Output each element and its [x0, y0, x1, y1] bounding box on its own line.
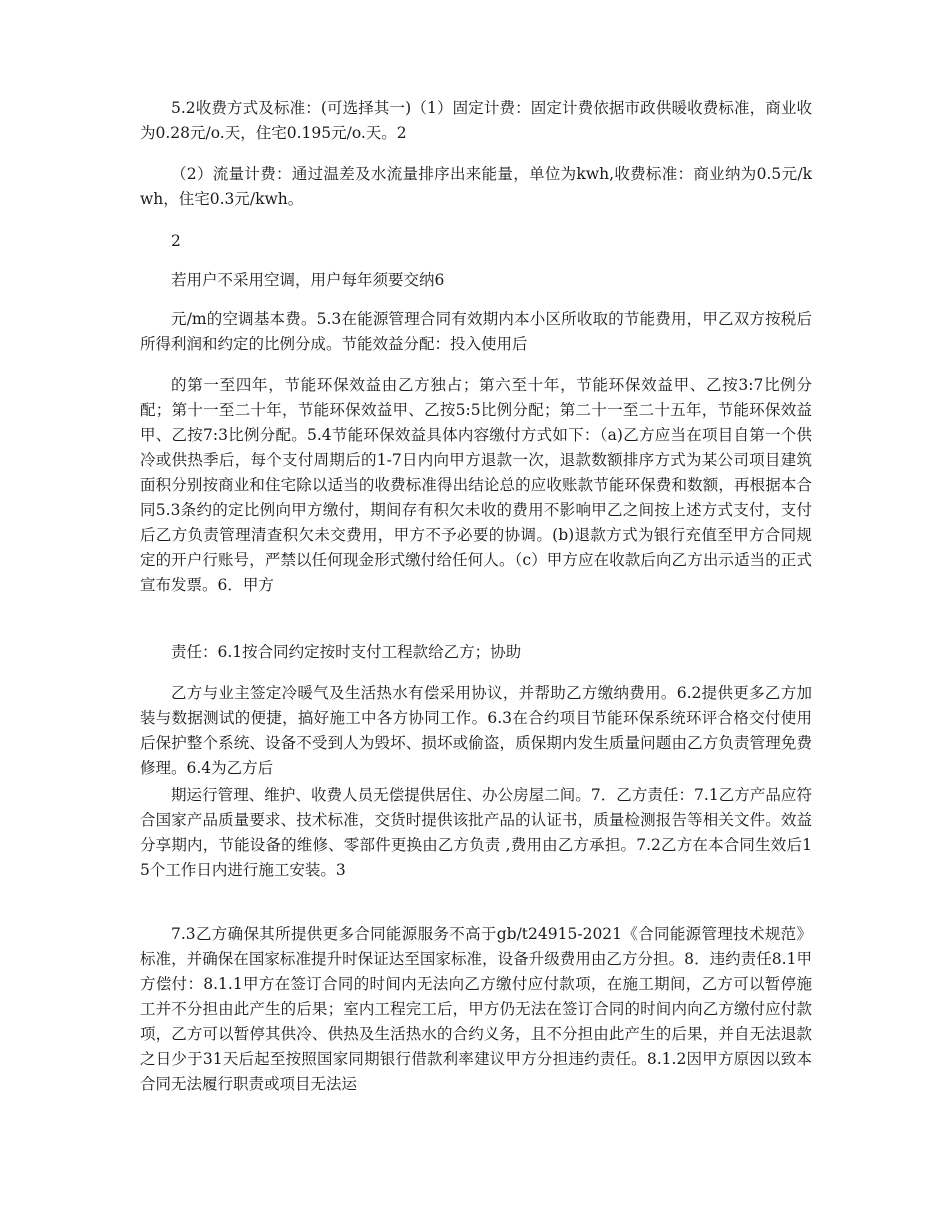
paragraph-flow-billing: （2）流量计费：通过温差及水流量排序出来能量，单位为kwh,收费标准：商业纳为0.5元/kwh，住宅0.3元/kwh。 — [140, 165, 812, 208]
paragraph-page-number: 2 — [171, 232, 181, 250]
paragraph-revenue-share: 元/m的空调基本费。5.3在能源管理合同有效期内本小区所收取的节能费用，甲乙双方按税后所得利润和约定的比例分成。节能效益分配：投入使用后 — [140, 310, 812, 353]
paragraph-benefit-distribution: 的第一至四年，节能环保效益由乙方独占；第六至十年，节能环保效益甲、乙按3:7比例分配；第十一至二十年，节能环保效益甲、乙按5:5比例分配；第二十一至二十五年，节能环保效益甲、乙按7:3比例分配。5.4节能环保效益具体内容缴付方式如下：（a)乙方应当在项目自第一个供冷或供热季后，每个支付周期后的1-7日内向甲方退款一次，退款数额排序方式为某公司项目建筑面积分别按商业和住宅除以适当的收费标准得出结论总的应收账款节能环保费和数额，再根据本合同5.3条约的定比例向甲方缴付，期间存有积欠未收的费用不影响甲乙之间按上述方式支付，支付后乙方负责管理清查积欠未交费用，甲方不予必要的协调。(b)退款方式为银行充值至甲方合同规定的开户行账号，严禁以任何现金形式缴付给任何人。（c）甲方应在收款后向乙方出示适当的正式宣布发票。6．甲方 — [140, 376, 812, 594]
paragraph-party-a-support: 乙方与业主签定冷暖气及生活热水有偿采用协议，并帮助乙方缴纳费用。6.2提供更多乙方加装与数据测试的便捷，搞好施工中各方协同工作。6.3在合约项目节能环保系统环评合格交付使用后保护整个系统、设备不受到人为毁坏、损坏或偷盗，质保期内发生质量问题由乙方负责管理免费修理。6.4为乙方后 — [140, 684, 812, 777]
paragraph-ac-fee: 若用户不采用空调，用户每年须要交纳6 — [171, 271, 445, 289]
paragraph-party-b-duty: 期运行管理、维护、收费人员无偿提供居住、办公房屋二间。7．乙方责任：7.1乙方产品应符合国家产品质量要求、技术标准，交货时提供该批产品的认证书，质量检测报告等相关文件。效益分享期内，节能设备的维修、零部件更换由乙方负责 ,费用由乙方承担。7.2乙方在本合同生效后15个工作日内进行施工安装。3 — [140, 786, 812, 879]
paragraph-fee-standard: 5.2收费方式及标准：(可选择其一)（1）固定计费：固定计费依据市政供暖收费标准，商业收为0.28元/o.天，住宅0.195元/o.天。2 — [140, 99, 812, 142]
paragraph-breach-liability: 7.3乙方确保其所提供更多合同能源服务不高于gb/t24915-2021《合同能源管理技术规范》标准，并确保在国家标准提升时保证达至国家标准，设备升级费用由乙方分担。8．违约责任8.1甲方偿付：8.1.1甲方在签订合同的时间内无法向乙方缴付应付款项，在施工期间，乙方可以暂停施工并不分担由此产生的后果；室内工程完工后，甲方仍无法在签订合同的时间内向乙方缴付应付款项，乙方可以暂停其供冷、供热及生活热水的合约义务，且不分担由此产生的后果，并自无法退款之日少于31天后起至按照国家同期银行借款利率建议甲方分担违约责任。8.1.2因甲方原因以致本合同无法履行职责或项目无法运 — [140, 925, 812, 1093]
paragraph-party-a-duty: 责任：6.1按合同约定按时支付工程款给乙方；协助 — [171, 643, 522, 661]
